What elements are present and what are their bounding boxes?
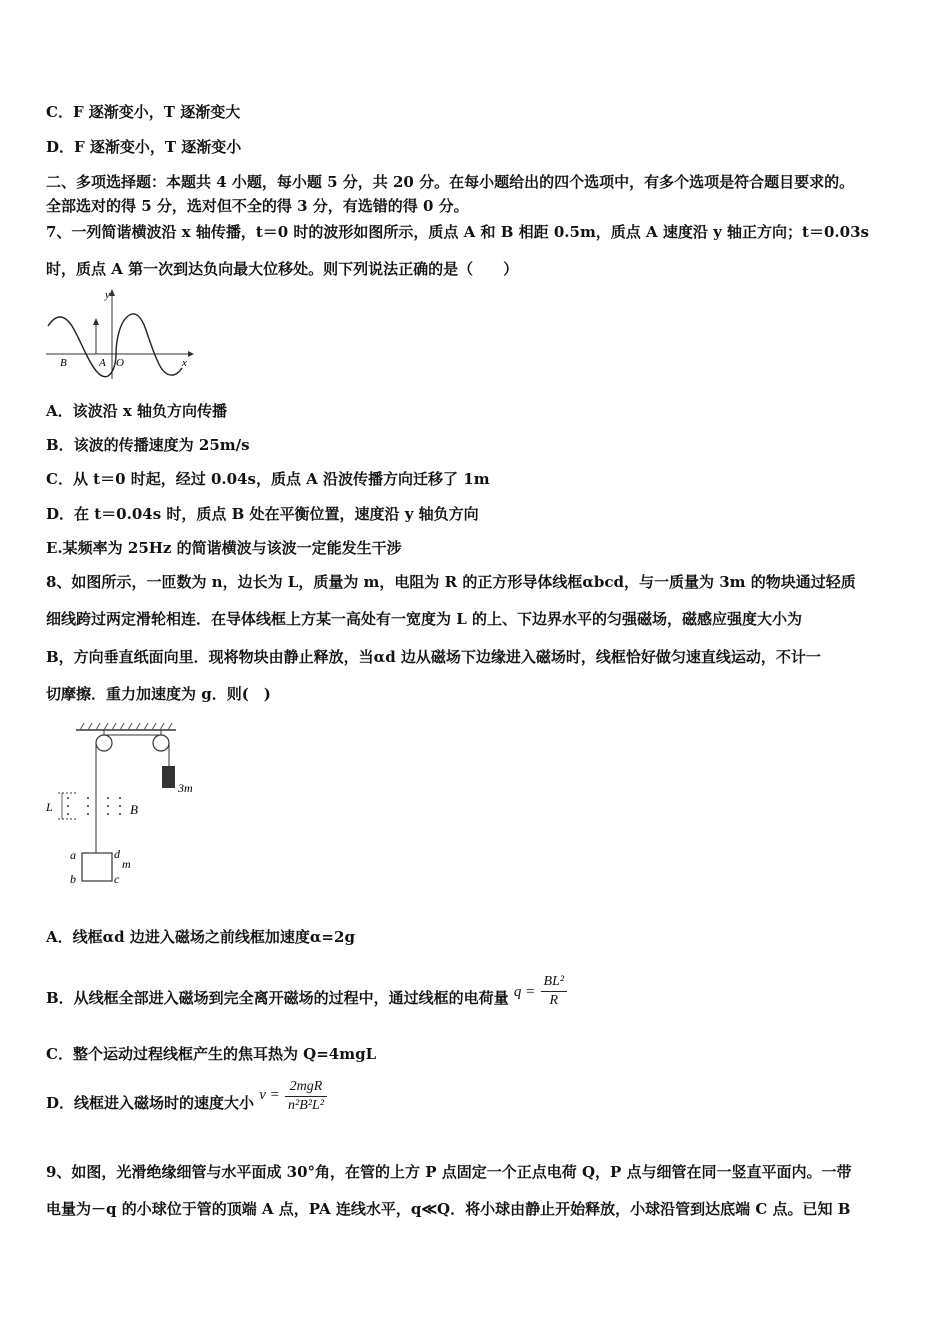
- q8-option-d-denominator: n²B²L²: [288, 1097, 324, 1113]
- corner-b-label: b: [70, 872, 76, 886]
- wire-frame: [82, 853, 112, 881]
- q8-option-b-numerator: BL²: [541, 973, 568, 992]
- field-b-label: B: [130, 802, 138, 817]
- ceiling-hatch: [80, 723, 172, 730]
- y-axis-label: y: [105, 289, 110, 301]
- q7-stem-line1: 7、一列简谐横波沿 x 轴传播，t＝0 时的波形如图所示，质点 A 和 B 相距 0.5m，质点 A 速度沿 y 轴正方向；t＝0.03s: [46, 223, 869, 241]
- field-dots: [67, 797, 121, 815]
- q7-option-d: D．在 t＝0.04s 时，质点 B 处在平衡位置，速度沿 y 轴负方向: [46, 505, 479, 523]
- q8-option-b-denominator: R: [549, 992, 559, 1008]
- frame-mass-label: m: [122, 857, 131, 871]
- q8-option-b-row: [46, 973, 567, 1020]
- q7-option-a: A．该波沿 x 轴负方向传播: [46, 402, 228, 420]
- q8-option-c: C．整个运动过程线框产生的焦耳热为 Q=4mgL: [46, 1045, 377, 1063]
- origin-label: O: [116, 357, 124, 369]
- q8-option-d-row: [46, 1080, 327, 1126]
- q9-stem-line1: 9、如图，光滑绝缘细管与水平面成 30°角，在管的上方 P 点固定一个正点电荷 Q，P 点与细管在同一竖直平面内。一带: [46, 1163, 852, 1181]
- q8-option-d-fraction: [285, 1078, 327, 1115]
- q8-option-b-text: B．从线框全部进入磁场到完全离开磁场的过程中，通过线框的电荷量: [46, 989, 509, 1007]
- q8-option-b-fraction: [541, 973, 568, 1010]
- section2-heading-line2: 全部选对的得 5 分，选对但不全的得 3 分，有选错的得 0 分。: [46, 197, 469, 215]
- wave-curve: [48, 314, 182, 377]
- q8-option-d-numerator: 2mgR: [285, 1078, 327, 1097]
- q6-option-d: D．F 逐渐变小，T 逐渐变小: [46, 138, 242, 156]
- block-mass-label: 3m: [178, 781, 193, 795]
- x-axis-arrow: [188, 351, 194, 357]
- field-width-label: L: [46, 800, 53, 814]
- point-a-label: A: [99, 357, 106, 369]
- q8-pulley-figure: [40, 718, 210, 893]
- point-b-label: B: [60, 357, 67, 369]
- corner-a-label: a: [70, 848, 76, 862]
- point-a-velocity-arrow: [93, 318, 99, 325]
- q8-stem-line3: B，方向垂直纸面向里．现将物块由静止释放，当αd 边从磁场下边缘进入磁场时，线框恰好做匀速直线运动，不计一: [46, 648, 821, 666]
- q7-option-c: C．从 t＝0 时起，经过 0.04s，质点 A 沿波传播方向迁移了 1m: [46, 470, 490, 488]
- q7-option-b: B．该波的传播速度为 25m/s: [46, 436, 250, 454]
- q7-stem-line2: 时，质点 A 第一次到达负向最大位移处。则下列说法正确的是（ ）: [46, 260, 519, 278]
- q7-wave-figure: [42, 284, 197, 384]
- corner-d-label: d: [114, 847, 120, 861]
- q9-stem-line2: 电量为－q 的小球位于管的顶端 A 点，PA 连线水平，q≪Q．将小球由静止开始释放，小球沿管到达底端 C 点。已知 B: [46, 1200, 851, 1218]
- y-axis-arrow: [109, 289, 115, 296]
- left-pulley: [96, 735, 112, 751]
- q8-stem-line1: 8、如图所示，一匝数为 n，边长为 L，质量为 m，电阻为 R 的正方形导体线框αbcd，与一质量为 3m 的物块通过轻质: [46, 573, 856, 591]
- q8-option-a: A．线框αd 边进入磁场之前线框加速度α=2g: [46, 928, 355, 946]
- q8-option-d-lhs: v =: [259, 1087, 280, 1103]
- q7-option-e: E.某频率为 25Hz 的简谐横波与该波一定能发生干涉: [46, 539, 402, 557]
- q6-option-c: C．F 逐渐变小，T 逐渐变大: [46, 103, 241, 121]
- section2-heading-line1: 二、多项选择题：本题共 4 小题，每小题 5 分，共 20 分。在每小题给出的四个选项中，有多个选项是符合题目要求的。: [46, 173, 855, 191]
- q8-option-d-text: D．线框进入磁场时的速度大小: [46, 1094, 255, 1112]
- corner-c-label: c: [114, 872, 120, 886]
- q8-stem-line4: 切摩擦．重力加速度为 g．则( ): [46, 685, 271, 703]
- q8-stem-line2: 细线跨过两定滑轮相连．在导体线框上方某一高处有一宽度为 L 的上、下边界水平的匀强磁场，磁感应强度大小为: [46, 610, 802, 628]
- q8-option-b-lhs: q =: [513, 984, 536, 1000]
- right-pulley: [153, 735, 169, 751]
- x-axis-label: x: [182, 357, 187, 369]
- block-3m: [162, 766, 175, 788]
